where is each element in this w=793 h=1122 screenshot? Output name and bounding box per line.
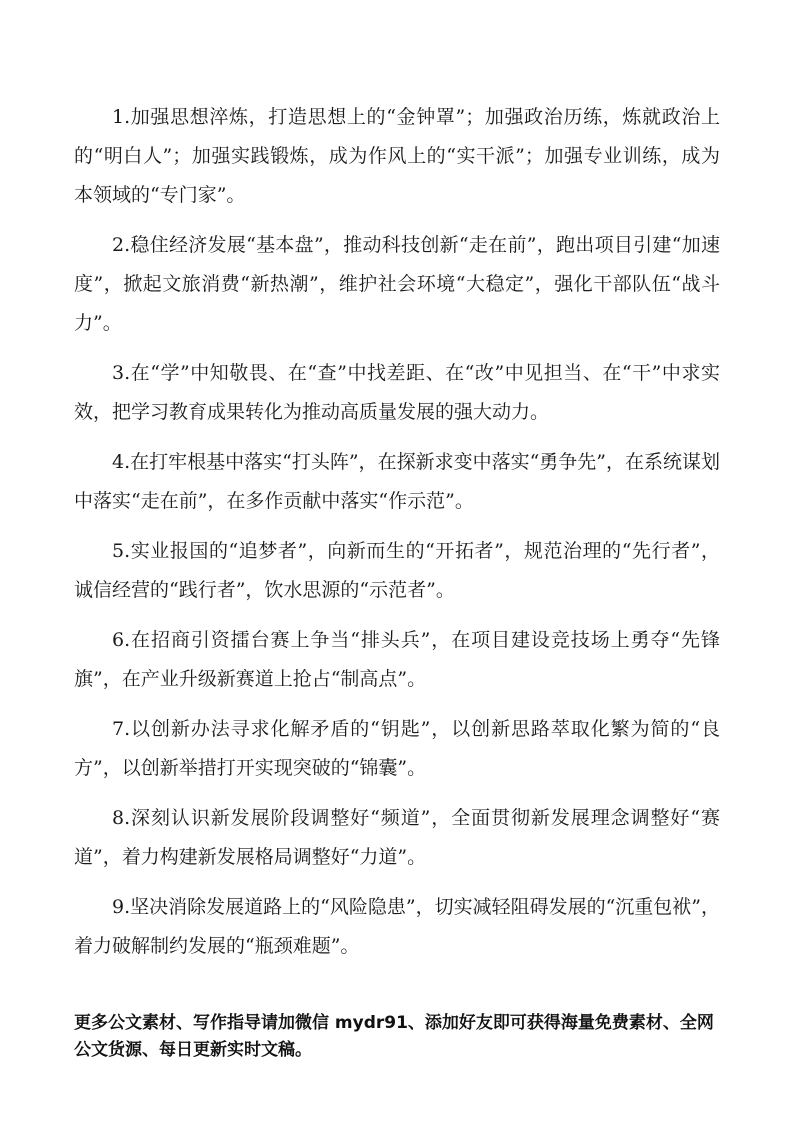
paragraph-8: 8.深刻认识新发展阶段调整好“频道”，全面贯彻新发展理念调整好“赛道”，着力构建新发展格局调整好“力道”。 — [74, 807, 720, 868]
paragraph-9: 9.坚决消除发展道路上的“风险隐患”，切实减轻阻碍发展的“沉重包袱”，着力破解制约发展的“瓶颈难题”。 — [74, 896, 720, 957]
footer-promo-note: 更多公文素材、写作指导请加微信 mydr91、添加好友即可获得海量免费素材、全网公文货源、每日更新实时文稿。 — [74, 1013, 714, 1060]
paragraph-3: 3.在“学”中知敬畏、在“查”中找差距、在“改”中见担当、在“干”中求实效，把学习教育成果转化为推动高质量发展的强大动力。 — [74, 362, 720, 423]
paragraph-5: 5.实业报国的“追梦者”，向新而生的“开拓者”，规范治理的“先行者”，诚信经营的“践行者”，饮水思源的“示范者”。 — [74, 540, 720, 601]
paragraph-2: 2.稳住经济发展“基本盘”，推动科技创新“走在前”，跑出项目引建“加速度”，掀起文旅消费“新热潮”，维护社会环境“大稳定”，强化干部队伍“战斗力”。 — [74, 234, 720, 334]
paragraph-7: 7.以创新办法寻求化解矛盾的“钥匙”，以创新思路萃取化繁为简的“良方”，以创新举措打开实现突破的“锦囊”。 — [74, 718, 720, 779]
paragraph-4: 4.在打牢根基中落实“打头阵”，在探新求变中落实“勇争先”，在系统谋划中落实“走在前”，在多作贡献中落实“作示范”。 — [74, 451, 720, 512]
paragraph-1: 1.加强思想淬炼，打造思想上的“金钟罩”；加强政治历练，炼就政治上的“明白人”；加强实践锻炼，成为作风上的“实干派”；加强专业训练，成为本领域的“专门家”。 — [74, 106, 720, 206]
document-body — [74, 98, 720, 977]
paragraph-6: 6.在招商引资擂台赛上争当“排头兵”，在项目建设竞技场上勇夺“先锋旗”，在产业升级新赛道上抢占“制高点”。 — [74, 629, 720, 690]
